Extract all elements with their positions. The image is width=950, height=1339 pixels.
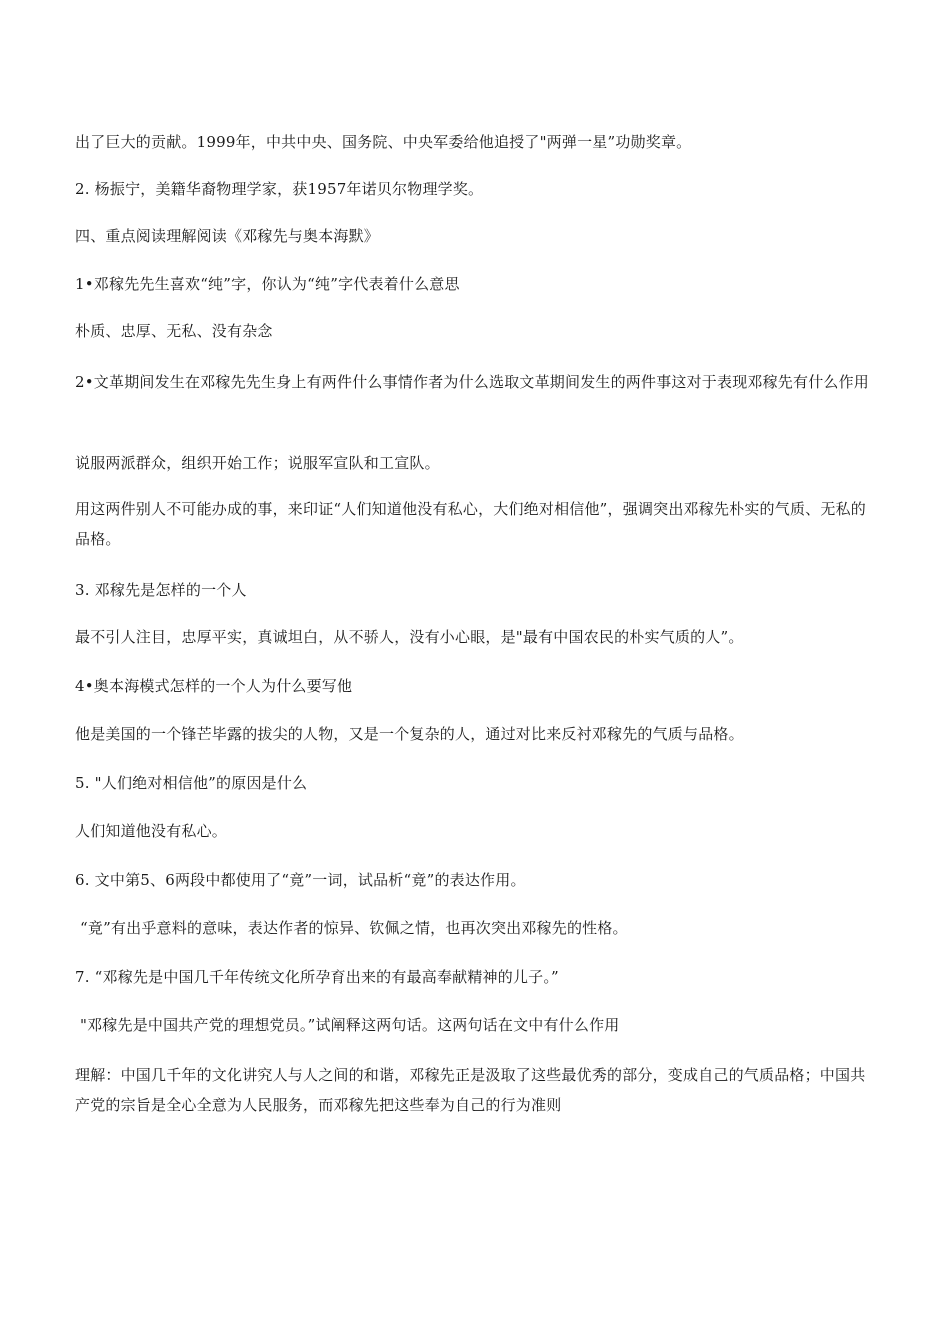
section-heading: 四、重点阅读理解阅读《邓稼先与奥本海默》 [75, 227, 380, 245]
answer-1: 朴质、忠厚、无私、没有杂念 [75, 322, 273, 340]
answer-6: “竟”有出乎意料的意味，表达作者的惊异、钦佩之情，也再次突出邓稼先的性格。 [80, 919, 628, 937]
question-1: 1•邓稼先先生喜欢“纯”字，你认为“纯”字代表着什么意思 [75, 275, 460, 293]
answer-3: 最不引人注目，忠厚平实，真诚坦白，从不骄人，没有小心眼，是"最有中国农民的朴实气质的人”。 [75, 628, 744, 646]
question-2: 2•文革期间发生在邓稼先先生身上有两件什么事情作者为什么选取文革期间发生的两件事这对于表现邓稼先有什么作用 [75, 373, 869, 391]
answer-4: 他是美国的一个锋芒毕露的拔尖的人物，又是一个复杂的人，通过对比来反衬邓稼先的气质与品格。 [75, 725, 744, 743]
question-7b: "邓稼先是中国共产党的理想党员。”试阐释这两句话。这两句话在文中有什么作用 [80, 1016, 620, 1034]
answer-5: 人们知道他没有私心。 [75, 822, 228, 840]
answer-2b: 用这两件别人不可能办成的事，来印证“人们知道他没有私心，大们绝对相信他”，强调突出邓稼先朴实的气质、无私的品格。 [75, 500, 866, 548]
question-4: 4•奥本海模式怎样的一个人为什么要写他 [75, 677, 353, 695]
question-6: 6. 文中第5、6两段中都使用了“竟”一词，试品析“竟”的表达作用。 [75, 871, 526, 889]
answer-2a: 说服两派群众，组织开始工作；说服军宣队和工宣队。 [75, 454, 440, 472]
paragraph-1: 出了巨大的贡献。1999年，中共中央、国务院、中央军委给他追授了"两弹一星”功勋奖章。 [75, 133, 692, 151]
question-5: 5. "人们绝对相信他”的原因是什么 [75, 774, 308, 792]
paragraph-2: 2. 杨振宁，美籍华裔物理学家，获1957年诺贝尔物理学奖。 [75, 180, 484, 198]
question-7a: 7. “邓稼先是中国几千年传统文化所孕育出来的有最高奉献精神的儿子。” [75, 968, 559, 986]
question-3: 3. 邓稼先是怎样的一个人 [75, 581, 247, 599]
answer-7: 理解：中国几千年的文化讲究人与人之间的和谐，邓稼先正是汲取了这些最优秀的部分，变成自己的气质品格；中国共产党的宗旨是全心全意为人民服务，而邓稼先把这些奉为自己的行为准则 [75, 1066, 866, 1114]
